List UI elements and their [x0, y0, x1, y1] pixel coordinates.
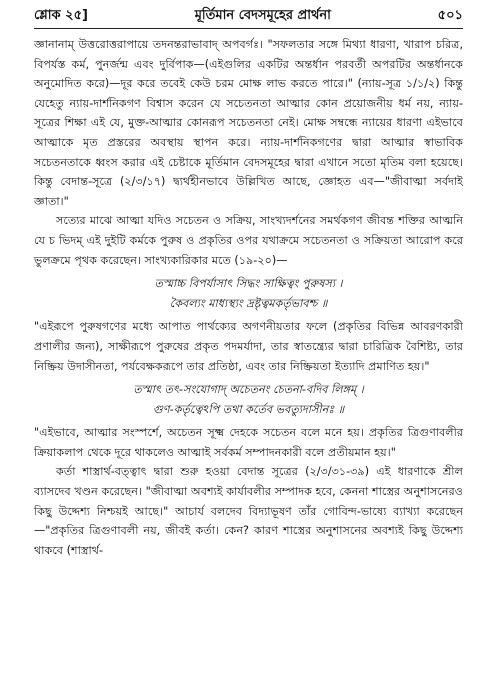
- verse-reference: শ্লোক ২৫]: [34, 8, 88, 23]
- sanskrit-verse-2: [34, 380, 463, 419]
- paragraph-1: জ্ঞানানাম্ উত্তরোত্তরাপায়ে তদনন্তরাভাবাদ্ অপবর্গঃ। "সফলতার সঙ্গে মিথ্যা ধারণা, খারাপ চরিত্র, বিপর্যস্ত কর্ম, পুনর্জন্ম এবং দুর্বিপাক—(এইগুলির একটির অন্তর্ধান পরবর্তী অপরটির অন্তর্ধানকে অনুমোদিত করে)—দূর করে তবেই কেউ চরম মোক্ষ লাভ করতে পারে।" (ন্যায়-সূত্র ১/১/২) কিন্তু যেহেতু ন্যায়-দার্শনিকগণ বিশ্বাস করেন যে সচেতনতা আত্মার কোন প্রয়োজনীয় ধর্ম নয়, ন্যায়-সূত্রের শিক্ষা এই যে, মুক্ত-আত্মার কোনরূপ সচেতনতা নেই। মোক্ষ সম্বন্ধে ন্যায়ের ধারণা এইভাবে আত্মাকে মৃত প্রস্তরের অবস্থায় স্থাপন করে। ন্যায়-দার্শনিকগণের দ্বারা আত্মার স্বাভাবিক সচেতনতাকে ধ্বংস করার এই চেষ্টাকে মূর্তিমান বেদসমূহের দ্বারা এখানে সতো মৃতিম বলা হয়েছে। কিন্তু বেদান্ত-সূত্রে (২/৩/১৭) দ্ব্যর্থহীনভাবে উল্লিখিত আছে, জ্ঞোহত এব—"জীবাত্মা সর্বদাই জ্ঞাতা।": [34, 38, 463, 208]
- translation-1: "এইরূপে পুরুষগণের মধ্যে আপাত পার্থক্যের অগণনীয়তার ফলে (প্রকৃতির বিভিন্ন আবরণকারী প্রণালীর জন্য), সাক্ষীরূপে পুরুষের প্রকৃত পদমর্যাদা, তার স্বাতন্ত্র্যের দ্বারা চারিত্রিক বৈশিষ্ট্য, তার নিষ্ক্রিয় উদাসীনতা, পর্যবেক্ষকরূপে তার প্রতিষ্ঠা, এবং তার নিষ্ক্রিয়তা ইত্যাদি প্রমাণিত হয়।": [34, 320, 463, 373]
- page-header: [34, 6, 463, 28]
- body-text: [34, 35, 463, 560]
- verse-1-line-1: তস্মাচ্চ বিপর্যাসাৎ সিদ্ধং সাক্ষিত্বং পুরুষস্য ।: [154, 277, 343, 291]
- sanskrit-verse-1: [34, 274, 463, 313]
- translation-2: "এইভাবে, আত্মার সংস্পর্শে, অচেতন সূক্ষ্ম দেহকে সচেতন বলে মনে হয়। প্রকৃতির ত্রিগুণাবলীর ক্রিয়াকলাপ থেকে দূরে থাকলেও আত্মাই সর্বকর্ম সম্পাদনকারী বলে প্রতীয়মান হয়।": [34, 426, 463, 459]
- verse-2-line-1: তস্মাৎ তৎ-সংযোগাদ্ অচেতনং চেতনা-বদিব লিঙ্গম্ ।: [133, 383, 364, 397]
- verse-2-line-2: গুণ-কর্তৃত্বেঽপি তথা কর্তেব ভবত্যুদাসীনঃ ॥: [152, 402, 345, 416]
- chapter-title: মূর্তিমান বেদসমূহের প্রার্থনা: [194, 8, 331, 23]
- paragraph-2: সত্যের মাঝে আত্মা যদিও সচেতন ও সক্রিয়, সাংখ্যদর্শনের সমর্থকগণ জীবন্ত শক্তির আত্মনি যে চ ভিদম্ এই দুইটি কর্মকে পুরুষ ও প্রকৃতির ওপর যথাক্রমে সচেতনতা ও সক্রিয়তা আরোপ করে ভুলক্রমে পৃথক করেছেন। সাংখ্যকারিকার মতে (১৯-২০)—: [34, 214, 463, 267]
- header-rule: [34, 28, 463, 29]
- paragraph-final: কর্তা শাস্ত্রার্থ-বত্ত্বাৎ দ্বারা শুরু হওয়া বেদান্ত সূত্রের (২/৩/৩১-৩৯) এই ধারণাকে শ্রীল ব্যাসদেব খণ্ডন করেছেন। "জীবাত্মা অবশ্যই কার্যাবলীর সম্পাদক হবে, কেননা শাস্ত্রের অনুশাসনেরও কিছু উদ্দেশ্য নিশ্চয়ই আছে।" আচার্য বলদেব বিদ্যাভূষণ তাঁর গোবিন্দ-ভাষ্যে ব্যাখ্যা করেছেন—"প্রকৃতির ত্রিগুণাবলী নয়, জীবই কর্তা। কেন? কারণ শাস্ত্রের অনুশাসনের অবশ্যই কিছু উদ্দেশ্য থাকবে (শাস্ত্রার্থ-: [34, 465, 463, 557]
- verse-1-line-2: কৈবল্যং মাধ্যস্থ্যং দ্রষ্টৃত্বমকর্তৃভাবশ্চ ॥: [169, 296, 328, 310]
- page-number: ৫০১: [437, 8, 463, 23]
